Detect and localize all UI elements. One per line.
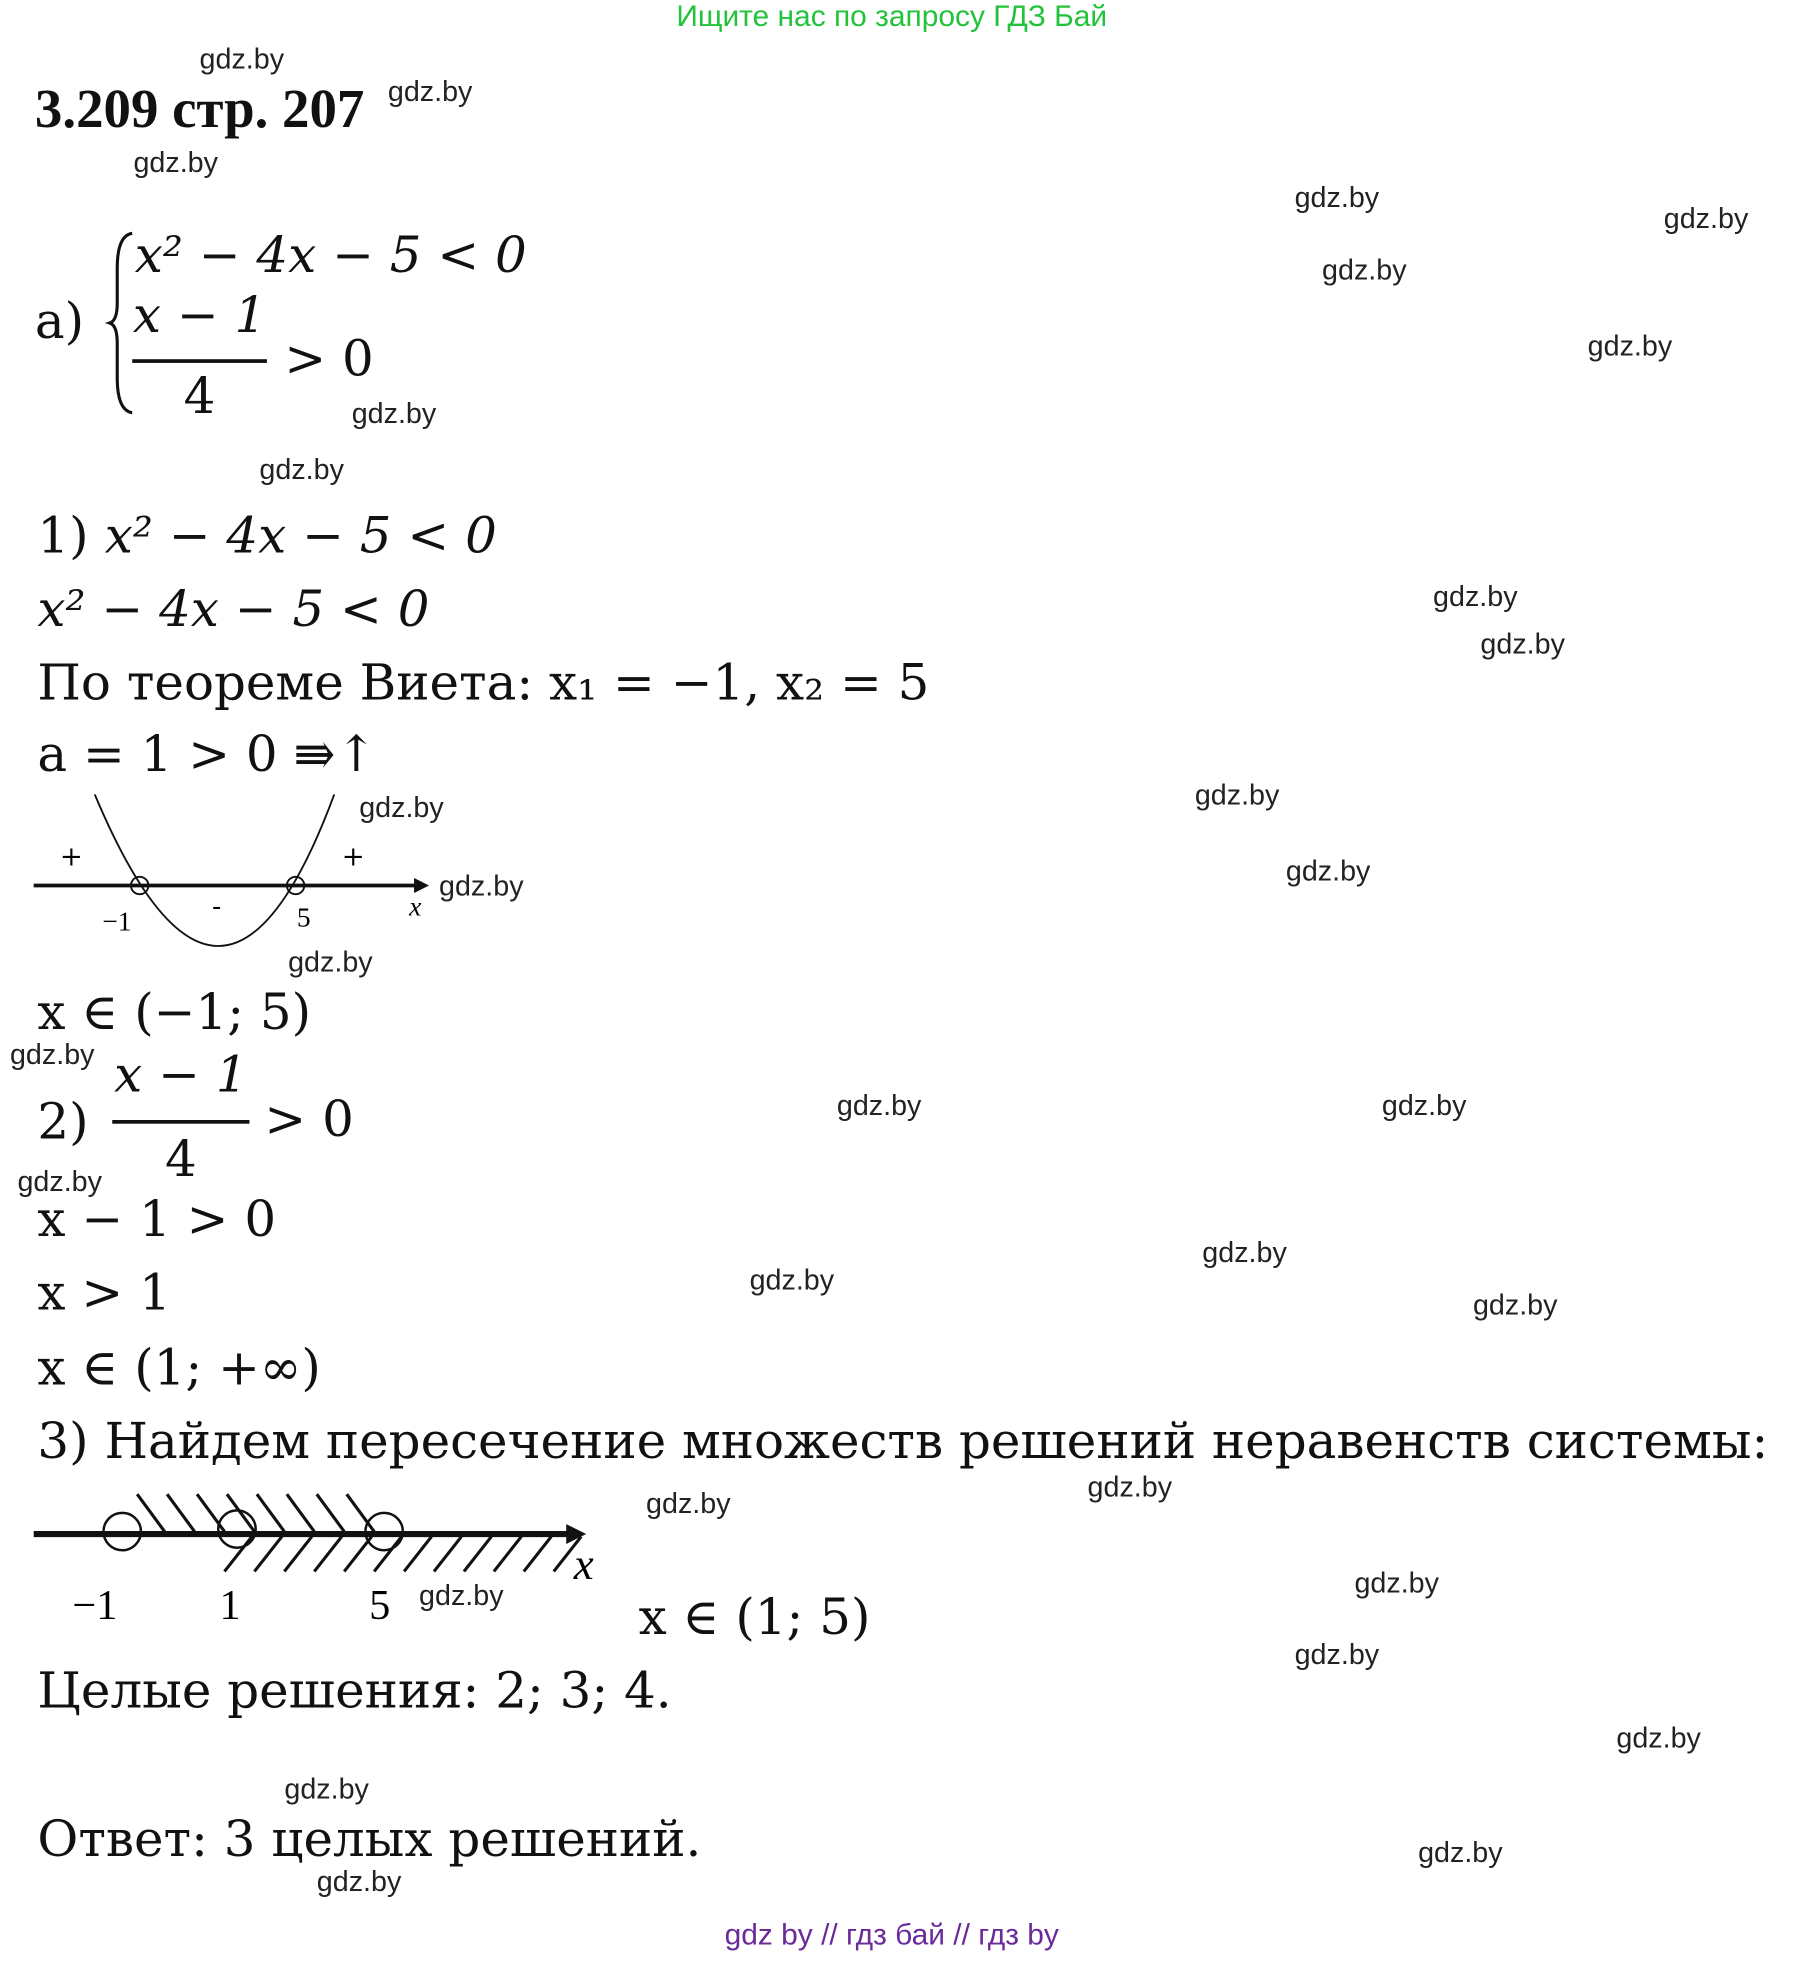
root-label: 5 (296, 902, 311, 933)
watermark-text: gdz.by (359, 790, 444, 824)
watermark-text: gdz.by (1322, 253, 1407, 286)
watermark-text: gdz.by (1285, 854, 1371, 887)
hatch-line (197, 1494, 224, 1531)
fraction-bar (112, 1120, 249, 1124)
axis-label: x (409, 891, 422, 922)
hatch-line (227, 1494, 254, 1531)
watermark-text: gdz.by (387, 74, 473, 108)
hatch-line (404, 1537, 431, 1572)
watermark-text: gdz.by (1472, 1288, 1558, 1321)
point-label: 1 (219, 1581, 241, 1629)
hatch-line (464, 1537, 491, 1572)
footer-links[interactable]: gdz by // гдз бай // гдз by (724, 1918, 1059, 1952)
intersection-graph (0, 1484, 624, 1634)
watermark-text: gdz.by (284, 1772, 369, 1805)
system-eq1: x² − 4x − 5 < 0 (134, 226, 527, 285)
watermark-text: gdz.by (1202, 1235, 1287, 1269)
hatch-line (224, 1537, 251, 1572)
hatch-line (284, 1537, 311, 1572)
watermark-text: gdz.by (133, 145, 218, 179)
coef-line: a = 1 > 0 ⇛↑ (37, 725, 378, 784)
root-label: −1 (102, 906, 132, 937)
watermark-text: gdz.by (419, 1578, 504, 1612)
watermark-text: gdz.by (199, 42, 285, 75)
step2-frac-denominator: 4 (164, 1131, 197, 1189)
step1-result: x ∈ (−1; 5) (37, 984, 312, 1042)
step1-eq: x² − 4x − 5 < 0 (104, 507, 497, 565)
hatch-line (314, 1537, 341, 1572)
fraction-bar (132, 359, 267, 363)
vieta-line: По теореме Виета: x₁ = −1, x₂ = 5 (37, 654, 930, 713)
watermark-text: gdz.by (1087, 1470, 1173, 1503)
watermark-text: gdz.by (259, 452, 344, 486)
watermark-text: gdz.by (316, 1864, 402, 1897)
hatch-line (254, 1537, 281, 1572)
watermark-text: gdz.by (1587, 329, 1673, 362)
watermark-text: gdz.by (1480, 627, 1565, 660)
page-title: 3.209 стр. 207 (34, 78, 365, 140)
step3-result: x ∈ (1; 5) (638, 1588, 871, 1647)
step1-label: 1) (37, 507, 89, 565)
hatching-bottom (224, 1537, 581, 1572)
watermark-text: gdz.by (1381, 1088, 1467, 1122)
part-a-label: а) (34, 293, 85, 351)
step2-result: x ∈ (1; +∞) (37, 1339, 321, 1397)
watermark-text: gdz.by (17, 1164, 102, 1198)
hatch-line (287, 1494, 314, 1531)
watermark-text: gdz.by (1294, 180, 1380, 214)
hatch-line (257, 1494, 284, 1531)
integer-solutions: Целые решения: 2; 3; 4. (37, 1662, 672, 1720)
hatch-line (374, 1537, 401, 1572)
hatch-line (494, 1537, 521, 1572)
watermark-text: gdz.by (288, 945, 373, 978)
step3-text: 3) Найдем пересечение множеств решений неравенств системы: (37, 1413, 1769, 1471)
answer: Ответ: 3 целых решений. (37, 1810, 702, 1869)
watermark-text: gdz.by (749, 1263, 835, 1296)
search-banner[interactable]: Ищите нас по запросу ГДЗ Бай (676, 0, 1108, 34)
watermark-text: gdz.by (1433, 579, 1518, 613)
sign-label: - (212, 891, 222, 923)
watermark-text: gdz.by (836, 1088, 922, 1122)
step2-frac-numerator: x − 1 (114, 1046, 248, 1104)
step2-line1: x − 1 > 0 (37, 1191, 277, 1249)
hatch-line (347, 1494, 374, 1531)
hatch-line (167, 1494, 194, 1531)
watermark-text: gdz.by (1663, 202, 1749, 235)
watermark-text: gdz.by (1194, 778, 1280, 811)
hatch-line (317, 1494, 344, 1531)
watermark-text: gdz.by (646, 1486, 731, 1520)
step2-line2: x > 1 (37, 1264, 171, 1323)
watermark-text: gdz.by (1354, 1566, 1439, 1599)
point-label: −1 (72, 1581, 118, 1629)
step2-frac-rhs: > 0 (264, 1091, 354, 1149)
parabola-graph (0, 786, 449, 961)
system-frac-numerator: x − 1 (132, 286, 267, 345)
watermark-text: gdz.by (1294, 1637, 1380, 1671)
sign-label: + (59, 841, 83, 873)
system-frac-denominator: 4 (183, 367, 216, 426)
hatch-line (434, 1537, 461, 1572)
axis-label: x (573, 1538, 594, 1589)
sign-label: + (341, 841, 365, 873)
step2-label: 2) (37, 1093, 89, 1152)
watermark-text: gdz.by (439, 869, 524, 902)
step1-eq-repeat: x² − 4x − 5 < 0 (37, 581, 430, 639)
watermark-text: gdz.by (351, 396, 437, 430)
watermark-text: gdz.by (1418, 1835, 1503, 1869)
system-frac-rhs: > 0 (284, 330, 374, 388)
watermark-text: gdz.by (9, 1037, 95, 1071)
watermark-text: gdz.by (1616, 1721, 1701, 1754)
point-label: 5 (369, 1581, 391, 1629)
hatch-line (524, 1537, 551, 1572)
